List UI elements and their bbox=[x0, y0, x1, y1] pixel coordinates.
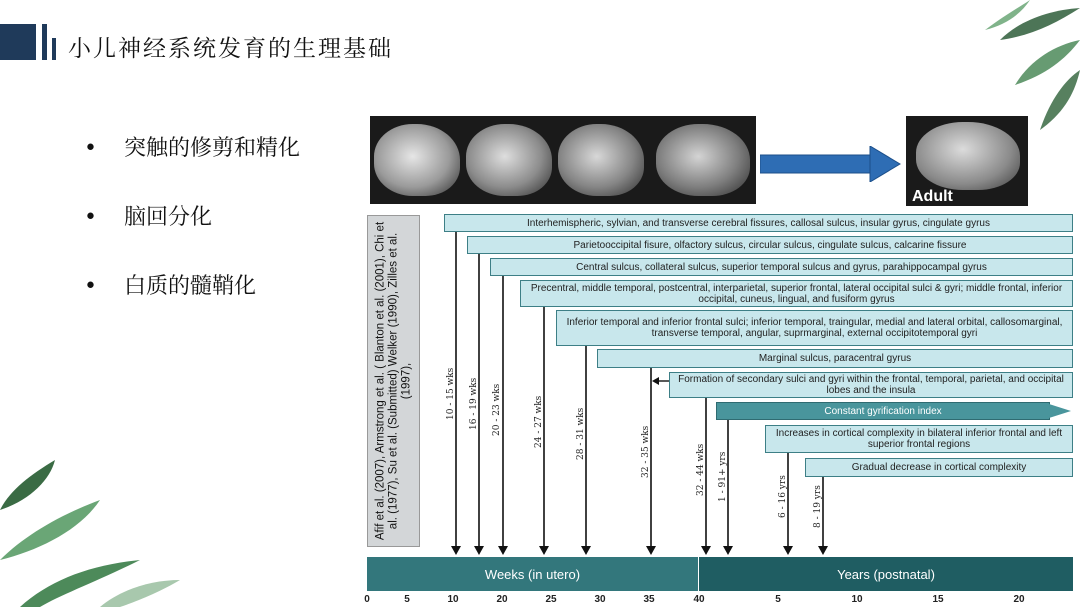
age-label: 16 - 19 wks bbox=[469, 377, 479, 430]
event-box: Marginal sulcus, paracentral gyrus bbox=[597, 349, 1073, 368]
bullet-item: • 白质的髓鞘化 bbox=[84, 274, 257, 299]
age-label: 28 - 31 wks bbox=[576, 407, 586, 460]
adult-label: Adult bbox=[912, 188, 953, 205]
tick-label: 5 bbox=[775, 594, 781, 605]
tick-label: 35 bbox=[643, 594, 655, 605]
tick-label: 5 bbox=[404, 594, 410, 605]
page-title: 小儿神经系统发育的生理基础 bbox=[68, 36, 393, 62]
tick-label: 0 bbox=[364, 594, 370, 605]
years-postnatal-bar: Years (postnatal) bbox=[699, 557, 1073, 591]
event-box: Inferior temporal and inferior frontal sulci; inferior temporal, traingular, medial and lateral orbital, callosomarginal, transverse temporal, angular, suprmarginal, external occipitotemporal gyri bbox=[556, 310, 1073, 346]
event-box: Gradual decrease in cortical complexity bbox=[805, 458, 1073, 477]
right-arrow-icon bbox=[1049, 402, 1073, 420]
age-label: 1 - 91+ yrs bbox=[718, 451, 728, 502]
event-box: Precentral, middle temporal, postcentral, interparietal, superior frontal, lateral occipital sulci & gyri; middle frontal, inferior occipital, cuneus, lingual, and fusiform gyrus bbox=[520, 280, 1073, 307]
tick-label: 20 bbox=[1013, 594, 1025, 605]
event-box: Increases in cortical complexity in bilateral inferior frontal and left superior frontal regions bbox=[765, 425, 1073, 453]
tick-label: 25 bbox=[545, 594, 557, 605]
age-label: 32 - 35 wks bbox=[641, 425, 651, 478]
age-label: 20 - 23 wks bbox=[492, 383, 502, 436]
tick-label: 10 bbox=[851, 594, 863, 605]
event-box: Interhemispheric, sylvian, and transverse cerebral fissures, callosal sulcus, insular gyrus, cingulate gyrus bbox=[444, 214, 1073, 232]
reference-text: Afif et al. (2007), Armstrong et al. ( Blanton et al. (2001), Chi et al. (1977), Su et al. (Submitted) Welker (1990), Zilles et al. (1997), bbox=[374, 221, 412, 541]
age-label: 8 - 19 yrs bbox=[813, 485, 823, 528]
tick-label: 20 bbox=[496, 594, 508, 605]
event-box: Formation of secondary sulci and gyri within the frontal, temporal, parietal, and occipital lobes and the insula bbox=[669, 372, 1073, 398]
tick-label: 40 bbox=[693, 594, 705, 605]
age-label: 32 - 44 wks bbox=[696, 443, 706, 496]
bullet-item: • 突触的修剪和精化 bbox=[84, 136, 301, 161]
bullet-item: • 脑回分化 bbox=[84, 205, 213, 230]
tick-label: 15 bbox=[932, 594, 944, 605]
event-box-ongoing: Constant gyrification index bbox=[716, 402, 1050, 420]
tick-label: 30 bbox=[594, 594, 606, 605]
age-label: 6 - 16 yrs bbox=[778, 475, 788, 518]
event-box: Central sulcus, collateral sulcus, superior temporal sulcus and gyrus, parahippocampal gyrus bbox=[490, 258, 1073, 276]
weeks-in-utero-bar: Weeks (in utero) bbox=[367, 557, 698, 591]
tick-label: 10 bbox=[447, 594, 459, 605]
age-label: 10 - 15 wks bbox=[446, 367, 456, 420]
age-label: 24 - 27 wks bbox=[534, 395, 544, 448]
event-box: Parietooccipital fisure, olfactory sulcus, circular sulcus, cingulate sulcus, calcarine fissure bbox=[467, 236, 1073, 254]
